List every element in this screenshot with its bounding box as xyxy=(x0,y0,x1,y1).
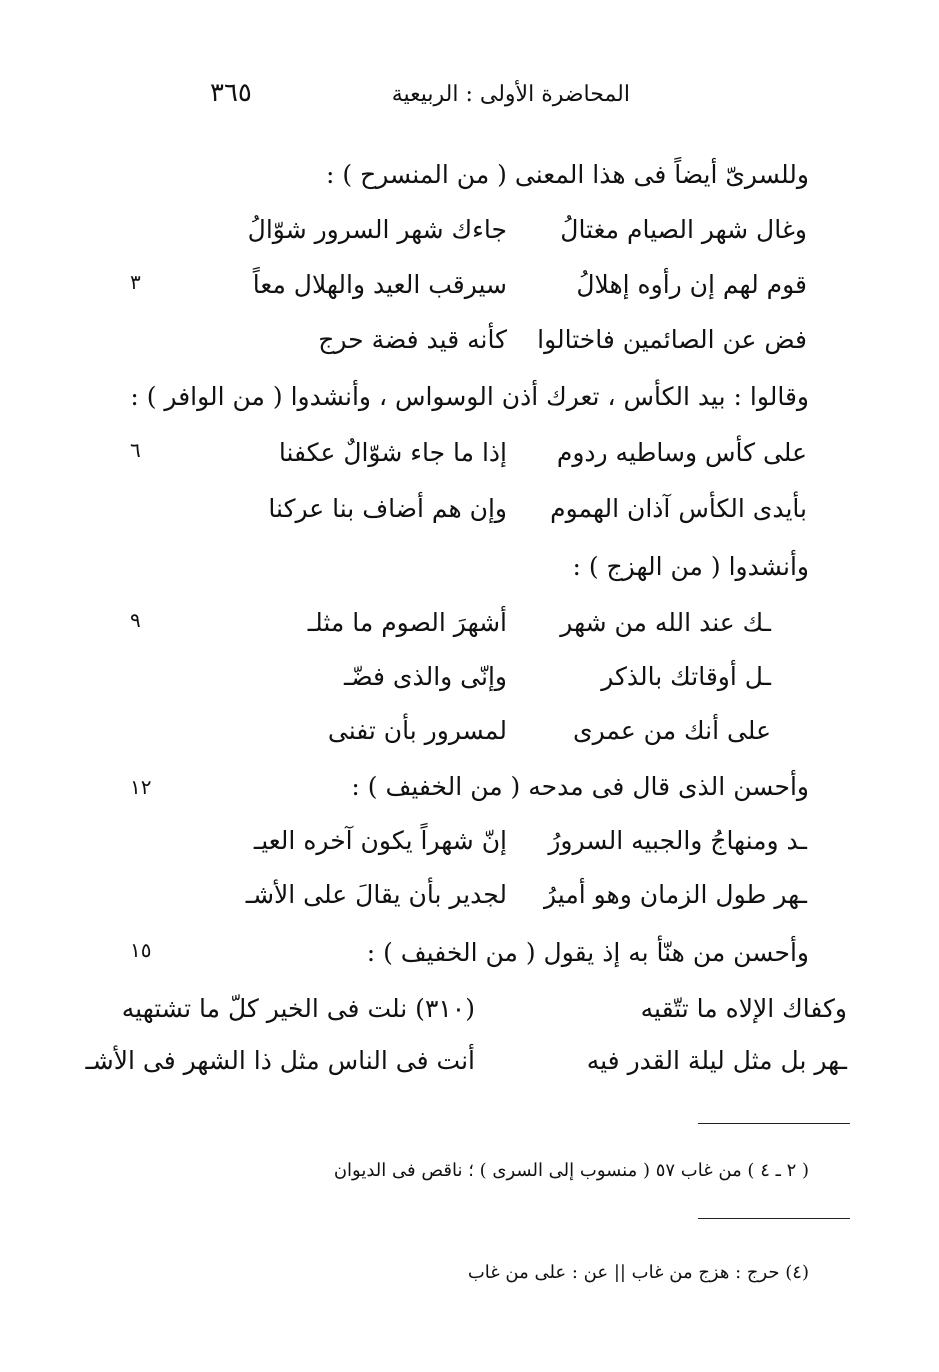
verse-11-hemistich-b: وكفاك الإلاه ما تتّقيه xyxy=(640,994,847,1023)
line-number: ٣ xyxy=(130,270,141,294)
running-head: المحاضرة الأولى : الربيعية xyxy=(391,82,630,107)
verse-1-hemistich-a: جاءك شهر السرور شوّالُ xyxy=(247,215,507,244)
verse-10-hemistich-a: لجدير بأن يقالَ على الأشـ xyxy=(245,880,507,909)
verse-3-hemistich-b: فض عن الصائمين فاختالوا xyxy=(537,325,807,354)
page-header xyxy=(180,78,630,118)
verse-12-hemistich-b: ـهر بل مثل ليلة القدر فيه xyxy=(586,1046,847,1075)
verse-9-hemistich-b: ـد ومنهاجُ والجبيه السرورُ xyxy=(548,826,807,855)
verse-10-hemistich-b: ـهر طول الزمان وهو أميرُ xyxy=(544,880,807,909)
verse-9-hemistich-a: إنّ شهراً يكون آخره العيـ xyxy=(253,826,507,855)
footnote-rule xyxy=(698,1123,850,1124)
intro-line-1: وللسرىّ أيضاً فى هذا المعنى ( من المنسرح ) : xyxy=(326,160,809,189)
verse-8-hemistich-a: لمسرور بأن تفنى xyxy=(327,716,507,745)
verse-4-hemistich-b: على كأس وساطيه ردوم xyxy=(556,438,807,467)
line-number: ١٢ xyxy=(130,775,152,799)
intro-line-2: وقالوا : بيد الكأس ، تعرك أذن الوسواس ، وأنشدوا ( من الوافر ) : xyxy=(130,382,809,411)
intro-line-3: وأنشدوا ( من الهزج ) : xyxy=(572,552,809,581)
intro-line-4: وأحسن الذى قال فى مدحه ( من الخفيف ) : xyxy=(351,772,809,801)
verse-7-hemistich-a: وإنّى والذى فضّـ xyxy=(344,662,507,691)
verse-7-hemistich-b: ـل أوقاتك بالذكر xyxy=(601,662,771,691)
verse-6-hemistich-b: ـك عند الله من شهر xyxy=(560,608,771,637)
page-number: ٣٦٥ xyxy=(210,78,252,108)
verse-8-hemistich-b: على أنك من عمرى xyxy=(573,716,771,745)
verse-2-hemistich-b: قوم لهم إن رأوه إهلالُ xyxy=(576,270,807,299)
verse-6-hemistich-a: أشهرَ الصوم ما مثلـ xyxy=(307,608,507,637)
verse-11-hemistich-a: (٣١٠) نلت فى الخير كلّ ما تشتهيه xyxy=(121,994,475,1023)
verse-1-hemistich-b: وغال شهر الصيام مغتالُ xyxy=(560,215,807,244)
line-number: ٩ xyxy=(130,608,141,632)
line-number: ١٥ xyxy=(130,938,152,962)
footnote-1: ( ٢ ـ ٤ ) من غاب ٥٧ ( منسوب إلى السرى ) ؛ ناقص فى الديوان xyxy=(333,1160,809,1181)
footnote-rule xyxy=(698,1218,850,1219)
verse-2-hemistich-a: سيرقب العيد والهلال معاً xyxy=(252,270,507,299)
line-number: ٦ xyxy=(130,438,141,462)
verse-3-hemistich-a: كأنه قيد فضة حرج xyxy=(318,325,507,354)
verse-5-hemistich-b: بأيدى الكأس آذان الهموم xyxy=(550,494,807,523)
verse-4-hemistich-a: إذا ما جاء شوّالٌ عكفنا xyxy=(278,438,507,467)
footnote-2: (٤) حرج : هزج من غاب || عن : على من غاب xyxy=(467,1262,809,1283)
verse-5-hemistich-a: وإن هم أضاف بنا عركنا xyxy=(268,494,507,523)
intro-line-5: وأحسن من هنّأ به إذ يقول ( من الخفيف ) : xyxy=(366,938,809,967)
verse-12-hemistich-a: أنت فى الناس مثل ذا الشهر فى الأشـ xyxy=(85,1046,475,1075)
